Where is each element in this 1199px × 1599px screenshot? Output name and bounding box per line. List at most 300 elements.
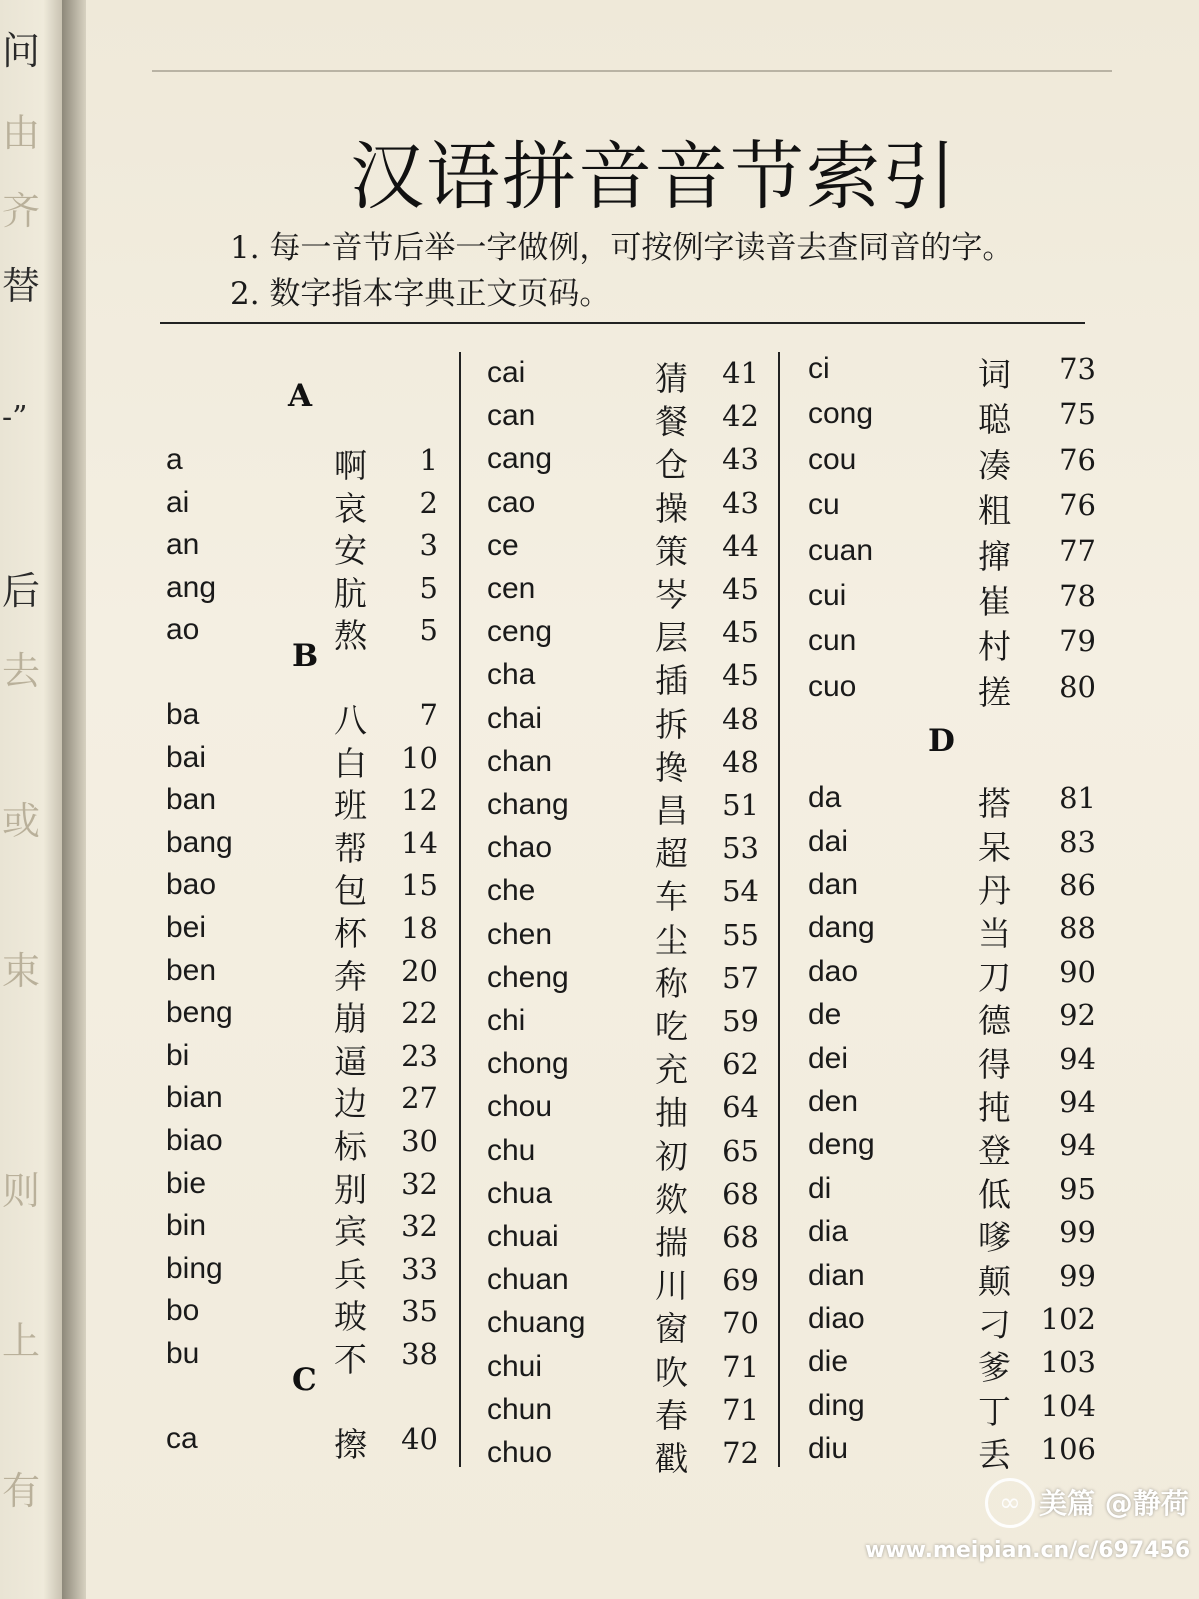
syllable-pinyin: bi [166,1038,190,1072]
example-character: 玻 [334,1297,367,1337]
syllable-row [487,745,767,785]
syllable-row [166,443,446,483]
book-gutter [62,0,86,1599]
syllable-pinyin: ci [808,352,830,385]
page-number: 43 [722,485,759,520]
syllable-row [166,826,446,866]
column-divider [778,352,780,1467]
example-character: 白 [334,743,367,783]
syllable-row [808,533,1096,576]
syllable-row [487,615,767,658]
left-page-glyph: 去 [2,649,41,693]
syllable-row [487,399,767,442]
page-number: 104 [1040,1388,1096,1423]
example-character: 崔 [978,582,1011,621]
syllable-pinyin: chen [487,917,553,951]
page-number: 70 [722,1306,759,1341]
syllable-row [487,1350,767,1390]
example-character: 插 [655,661,688,701]
syllable-row [487,1436,767,1476]
left-page-glyph: 齐 [2,189,41,233]
syllable-pinyin: dan [808,868,859,901]
syllable-pinyin: dian [808,1258,865,1292]
syllable-row [166,1081,446,1124]
syllable-pinyin: bian [166,1081,223,1115]
syllable-row [166,783,446,826]
page-number: 10 [401,740,438,775]
example-character: 德 [978,1001,1011,1041]
left-page-glyph: 或 [2,799,41,843]
page-number: 83 [1059,824,1096,859]
syllable-row [808,397,1096,440]
syllable-row [487,961,767,1001]
syllable-row [487,788,767,828]
example-character: 操 [655,488,688,528]
syllable-pinyin: chuo [487,1436,553,1469]
example-character: 丹 [978,871,1011,910]
page-title: 汉语拼音音节索引 [350,134,958,220]
syllable-pinyin: bu [166,1337,200,1370]
syllable-row [487,1306,767,1349]
page-number: 45 [722,615,759,650]
page-number: 40 [401,1421,438,1456]
page-number: 99 [1059,1215,1096,1250]
syllable-pinyin: dia [808,1215,849,1249]
usage-note-2: 2. 数字指本字典正文页码。 [230,276,611,312]
page-number: 94 [1059,1041,1096,1076]
example-character: 刀 [978,957,1011,997]
example-character: 别 [334,1169,367,1209]
index-top-rule [160,322,1085,324]
syllable-row [808,1345,1096,1388]
syllable-row [166,1039,446,1079]
syllable-pinyin: ban [166,783,217,817]
page-number: 7 [419,698,438,732]
example-character: 八 [334,701,367,740]
syllable-row [166,954,446,994]
page-number: 38 [401,1337,438,1371]
example-character: 包 [334,871,367,911]
syllable-pinyin: bie [166,1166,207,1200]
page-number: 76 [1059,488,1096,523]
page-number: 75 [1059,397,1096,432]
page-number: 48 [722,701,759,736]
example-character: 策 [655,531,688,571]
syllable-pinyin: cha [487,658,536,692]
syllable-pinyin: bai [166,740,207,774]
page-number: 42 [722,399,759,434]
example-character: 凑 [978,445,1011,485]
example-character: 吹 [655,1352,688,1392]
syllable-pinyin: bin [166,1209,207,1243]
page-number: 102 [1040,1302,1096,1336]
example-character: 猜 [655,359,688,398]
watermark [865,1478,1195,1598]
example-character: 肮 [334,573,367,613]
page-number: 77 [1059,533,1096,568]
example-character: 戳 [655,1439,688,1478]
page-number: 15 [401,868,438,903]
page-number: 35 [401,1294,438,1329]
syllable-pinyin: diao [808,1302,865,1335]
page-number: 22 [401,996,438,1031]
page-number: 41 [722,356,759,390]
syllable-pinyin: cun [808,624,857,658]
page-number: 33 [401,1251,438,1286]
syllable-row [487,1090,767,1133]
syllable-row [808,998,1096,1041]
syllable-pinyin: ceng [487,615,553,649]
page-number: 68 [722,1220,759,1254]
example-character: 窗 [655,1309,688,1349]
example-character: 呆 [978,827,1011,867]
example-character: 帮 [334,828,367,868]
syllable-row [487,1393,767,1433]
syllable-pinyin: chui [487,1349,543,1383]
example-character: 称 [655,963,688,1003]
header-rule [152,70,1112,72]
syllable-pinyin: dang [808,911,875,945]
page-number: 14 [401,825,438,860]
page-number: 68 [722,1176,759,1211]
page-number: 65 [722,1133,759,1168]
page-number: 73 [1059,352,1096,386]
example-character: 宾 [334,1212,367,1252]
page-number: 27 [401,1081,438,1116]
page-number: 5 [419,570,438,605]
page-number: 62 [722,1047,759,1082]
syllable-row [487,356,767,396]
syllable-row [487,572,767,612]
syllable-pinyin: ding [808,1388,865,1422]
page-number: 23 [401,1038,438,1073]
example-character: 词 [978,355,1011,394]
page-number: 1 [419,443,438,477]
syllable-row [808,352,1096,394]
left-page-glyph: 则 [2,1169,41,1213]
syllable-row [166,486,446,526]
example-character: 欻 [655,1179,688,1219]
page-number: 32 [401,1209,438,1244]
syllable-row [808,911,1096,954]
example-character: 安 [334,531,367,571]
left-page-glyph: 替 [2,264,41,308]
example-character: 充 [655,1050,688,1090]
example-character: 搀 [655,747,688,787]
page-number: 43 [722,442,759,477]
syllable-pinyin: da [808,781,842,815]
syllable-pinyin: cui [808,579,847,612]
syllable-row [808,868,1096,910]
syllable-row [487,1177,767,1217]
left-page-glyph: 由 [2,111,41,155]
page-number: 55 [722,917,759,952]
syllable-row [166,868,446,911]
syllable-pinyin: die [808,1345,849,1379]
syllable-row [166,1167,446,1207]
syllable-row [487,1004,767,1044]
syllable-pinyin: bing [166,1251,223,1285]
example-character: 杯 [334,914,367,953]
syllable-row [166,698,446,738]
syllable-pinyin: dao [808,954,859,988]
syllable-pinyin: cuo [808,669,857,703]
syllable-pinyin: den [808,1085,859,1118]
page-number: 44 [722,528,759,563]
syllable-pinyin: cai [487,356,526,389]
syllable-row [808,442,1096,485]
syllable-pinyin: di [808,1171,832,1205]
page-number: 86 [1059,868,1096,902]
syllable-row [808,669,1096,712]
syllable-row [487,1047,767,1090]
example-character: 丁 [978,1391,1011,1431]
page-number: 30 [401,1124,438,1158]
syllable-pinyin: an [166,528,200,562]
left-page-glyph: 束 [2,949,41,993]
example-character: 啊 [334,446,367,485]
syllable-pinyin: chi [487,1004,526,1037]
page-number: 5 [419,613,438,648]
example-character: 超 [655,834,688,874]
example-character: 车 [655,877,688,917]
meipian-logo-icon: ∞ [985,1478,1035,1528]
syllable-pinyin: bao [166,868,217,902]
page-number: 76 [1059,442,1096,477]
example-character: 熬 [334,616,367,656]
page-number: 106 [1040,1432,1096,1467]
syllable-pinyin: chan [487,744,553,778]
example-character: 边 [334,1084,367,1124]
page-number: 103 [1040,1345,1096,1380]
page-number: 69 [722,1263,759,1298]
section-letter: A [288,378,313,414]
syllable-pinyin: diu [808,1432,849,1466]
syllable-pinyin: cou [808,442,857,476]
example-character: 当 [978,914,1011,954]
syllable-row [808,1302,1096,1344]
page-number: 64 [722,1090,759,1125]
syllable-row [487,529,767,569]
page-number: 12 [401,783,438,818]
syllable-pinyin: biao [166,1124,223,1157]
page-number: 92 [1059,998,1096,1033]
syllable-row [487,702,767,742]
syllable-pinyin: cheng [487,960,569,994]
syllable-pinyin: ao [166,613,200,647]
syllable-row [487,1220,767,1260]
column-divider [459,352,461,1467]
page-number: 32 [401,1166,438,1201]
example-character: 哀 [334,488,367,528]
syllable-pinyin: cang [487,442,553,476]
syllable-row [487,831,767,874]
example-character: 扽 [978,1088,1011,1127]
syllable-row [166,996,446,1039]
syllable-row [487,442,767,485]
syllable-row [166,1294,446,1337]
example-character: 揣 [655,1223,688,1262]
example-character: 爹 [978,1348,1011,1388]
left-page-glyph: 上 [2,1319,41,1363]
syllable-pinyin: de [808,998,842,1032]
section-letter: D [928,723,955,760]
syllable-pinyin: ba [166,698,200,731]
example-character: 吃 [655,1007,688,1046]
syllable-row [166,571,446,611]
syllable-pinyin: ang [166,570,217,604]
page-number: 53 [722,831,759,866]
syllable-pinyin: cong [808,397,874,431]
page-number: 71 [722,1349,759,1384]
example-character: 逼 [334,1041,367,1081]
syllable-pinyin: chuang [487,1306,586,1340]
syllable-pinyin: a [166,443,183,476]
example-character: 擦 [334,1424,367,1464]
page-number: 88 [1059,911,1096,946]
syllable-row [166,1209,446,1252]
page-number: 45 [722,572,759,606]
page-number: 20 [401,953,438,988]
example-character: 仓 [655,445,688,485]
syllable-row [487,874,767,917]
syllable-row [808,1128,1096,1171]
syllable-row [166,1422,446,1462]
syllable-pinyin: bei [166,911,207,944]
page-number: 3 [419,528,438,563]
syllable-pinyin: cuan [808,533,874,567]
syllable-row [808,1432,1096,1475]
syllable-pinyin: chua [487,1176,553,1210]
example-character: 不 [334,1340,367,1379]
syllable-pinyin: chong [487,1047,569,1081]
syllable-row [808,954,1096,997]
syllable-row [487,1134,767,1174]
example-character: 粗 [978,491,1011,531]
syllable-pinyin: ce [487,528,519,562]
example-character: 抽 [655,1093,688,1133]
syllable-pinyin: can [487,399,536,433]
example-character: 层 [655,618,688,658]
example-character: 尘 [655,920,688,960]
syllable-pinyin: deng [808,1128,875,1162]
syllable-pinyin: ai [166,485,190,519]
example-character: 初 [655,1136,688,1176]
example-character: 颠 [978,1261,1011,1301]
example-character: 昌 [655,791,688,830]
page-number: 45 [722,658,759,693]
syllable-row [808,1171,1096,1214]
syllable-row [808,824,1096,867]
syllable-pinyin: ca [166,1421,198,1455]
left-page-glyph: -” [2,400,28,435]
syllable-pinyin: ben [166,953,217,987]
example-character: 兵 [334,1254,367,1294]
example-character: 刁 [978,1305,1011,1344]
syllable-row [166,1124,446,1164]
page-number: 94 [1059,1085,1096,1119]
syllable-pinyin: bo [166,1294,200,1328]
syllable-row [487,658,767,701]
left-page-glyph: 有 [2,1469,41,1513]
syllable-pinyin: chun [487,1392,553,1426]
example-character: 撺 [978,536,1011,576]
syllable-pinyin: chou [487,1090,553,1124]
syllable-row [808,579,1096,621]
example-character: 春 [655,1395,688,1435]
watermark-url: www.meipian.cn/c/697456 [865,1538,1191,1563]
example-character: 低 [978,1174,1011,1214]
left-page-glyph: 后 [2,569,41,613]
syllable-pinyin: chuai [487,1220,559,1253]
syllable-pinyin: dei [808,1041,849,1075]
syllable-pinyin: chu [487,1133,536,1167]
syllable-row [808,1041,1096,1084]
syllable-pinyin: cu [808,488,840,522]
page-number: 79 [1059,624,1096,659]
example-character: 搓 [978,672,1011,712]
syllable-row [808,1388,1096,1431]
example-character: 标 [334,1127,367,1166]
example-character: 川 [655,1266,688,1306]
syllable-row [487,486,767,526]
syllable-pinyin: cen [487,572,536,605]
syllable-pinyin: dai [808,824,849,858]
page-number: 57 [722,960,759,995]
syllable-pinyin: chuan [487,1263,569,1297]
syllable-row [808,488,1096,531]
syllable-row [808,781,1096,824]
syllable-pinyin: beng [166,996,233,1030]
page-number: 59 [722,1004,759,1038]
example-character: 登 [978,1131,1011,1171]
example-character: 奔 [334,956,367,996]
syllable-row [166,528,446,571]
page-number: 94 [1059,1128,1096,1163]
page-number: 78 [1059,579,1096,613]
page-number: 48 [722,744,759,779]
example-character: 搭 [978,784,1011,824]
page-number: 18 [401,911,438,945]
example-character: 餐 [655,402,688,442]
page-number: 72 [722,1436,759,1470]
syllable-row [808,1215,1096,1258]
syllable-row [166,1252,446,1292]
page-number: 2 [419,485,438,520]
page-number: 95 [1059,1171,1096,1206]
example-character: 聪 [978,400,1011,440]
page-number: 54 [722,874,759,909]
example-character: 崩 [334,999,367,1039]
usage-note-1: 1. 每一音节后举一字做例，可按例字读音去查同音的字。 [230,230,1014,266]
syllable-row [808,1085,1096,1127]
example-character: 班 [334,786,367,826]
syllable-row [808,624,1096,667]
page-number: 71 [722,1392,759,1427]
page-number: 99 [1059,1258,1096,1293]
syllable-row [166,911,446,951]
page-number: 81 [1059,781,1096,816]
example-character: 嗲 [978,1218,1011,1258]
syllable-row [487,918,767,958]
example-character: 拆 [655,704,688,744]
example-character: 村 [978,627,1011,667]
page-number: 51 [722,788,759,822]
syllable-pinyin: cao [487,485,536,519]
section-letter: B [292,638,319,674]
watermark-brand: 美篇 @静荷 [1039,1487,1189,1520]
page-number: 80 [1059,669,1096,704]
